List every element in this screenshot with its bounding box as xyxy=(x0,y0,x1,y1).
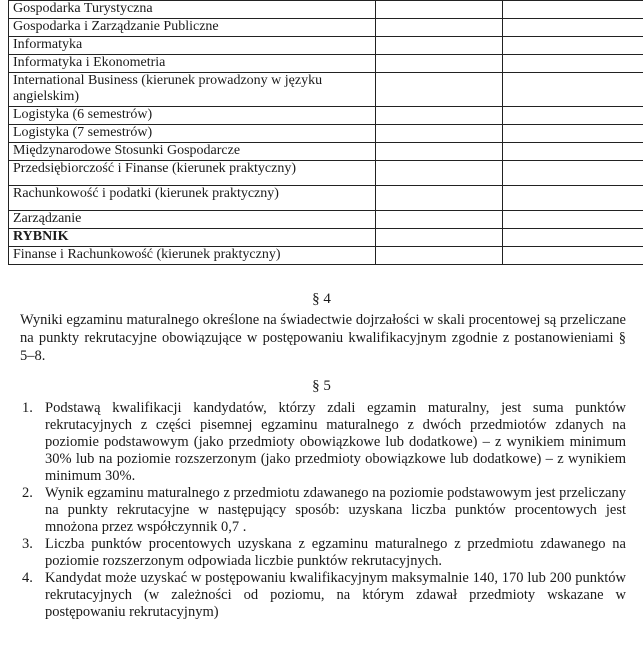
section-5-list xyxy=(20,400,626,621)
table-row xyxy=(9,37,643,55)
table-row xyxy=(9,186,643,211)
table-row xyxy=(9,73,643,107)
section-4-text: Wyniki egzaminu maturalnego określone na świadectwie dojrzałości w skali procentowej są przeliczane na punkty rekrutacyjne obowiązujące w postępowaniu kwalifikacyjnym zgodnie z postanowieniami § 5–8. xyxy=(20,312,626,364)
table-row xyxy=(9,247,643,265)
list-number: 3. xyxy=(22,536,33,552)
program-name: Gospodarka i Zarządzanie Publiczne xyxy=(9,19,376,37)
location-heading: RYBNIK xyxy=(9,229,376,247)
list-number: 4. xyxy=(22,570,33,586)
program-name: Logistyka (7 semestrów) xyxy=(9,125,376,143)
program-name: Informatyka xyxy=(9,37,376,55)
list-text: Podstawą kwalifikacji kandydatów, którzy zdali egzamin maturalny, jest suma punktów rekrutacyjnych z części pisemnej egzaminu maturalnego z dwóch przedmiotów zdanych na poziomie podstawowym (jako przedmioty obowiązkowe lub dodatkowe) – z wynikiem minimum 30% lub na poziomie rozszerzonym (jako przedmioty obowiązkowe lub dodatkowe) – z wynikiem minimum 30%. xyxy=(45,400,626,484)
table-row xyxy=(9,143,643,161)
list-item xyxy=(20,536,626,570)
table-row xyxy=(9,229,643,247)
program-name: Zarządzanie xyxy=(9,211,376,229)
list-item xyxy=(20,485,626,536)
table-row xyxy=(9,211,643,229)
table-row xyxy=(9,125,643,143)
program-name: Finanse i Rachunkowość (kierunek praktyczny) xyxy=(9,247,376,265)
section-4-heading: § 4 xyxy=(312,291,331,307)
program-name: Gospodarka Turystyczna xyxy=(9,1,376,19)
programs-table xyxy=(8,0,643,265)
program-name: Informatyka i Ekonometria xyxy=(9,55,376,73)
table-row xyxy=(9,107,643,125)
list-item xyxy=(20,570,626,621)
table-row xyxy=(9,161,643,186)
list-text: Wynik egzaminu maturalnego z przedmiotu zdawanego na poziomie podstawowym jest przeliczany na punkty rekrutacyjne w następujący sposób: uzyskana liczba punktów procentowych jest mnożona przez współczynnik 0,7 . xyxy=(45,485,626,535)
list-item xyxy=(20,400,626,485)
section-5-heading: § 5 xyxy=(312,378,331,394)
table-row xyxy=(9,55,643,73)
program-name: Międzynarodowe Stosunki Gospodarcze xyxy=(9,143,376,161)
program-name: Przedsiębiorczość i Finanse (kierunek praktyczny) xyxy=(9,161,376,186)
program-name: Logistyka (6 semestrów) xyxy=(9,107,376,125)
list-text: Kandydat może uzyskać w postępowaniu kwalifikacyjnym maksymalnie 140, 170 lub 200 punktów rekrutacyjnych (w zależności od poziomu, na którym zdawał przedmioty wskazane w postępowaniu rekrutacyjnym) xyxy=(45,570,626,620)
program-name: International Business (kierunek prowadzony w języku angielskim) xyxy=(9,73,376,107)
program-name: Rachunkowość i podatki (kierunek praktyczny) xyxy=(9,186,376,211)
table-row xyxy=(9,19,643,37)
list-text: Liczba punktów procentowych uzyskana z egzaminu maturalnego z przedmiotu zdawanego na poziomie rozszerzonym odpowiada liczbie punktów rekrutacyjnych. xyxy=(45,536,626,569)
table-row xyxy=(9,1,643,19)
list-number: 2. xyxy=(22,485,33,501)
list-number: 1. xyxy=(22,400,33,416)
